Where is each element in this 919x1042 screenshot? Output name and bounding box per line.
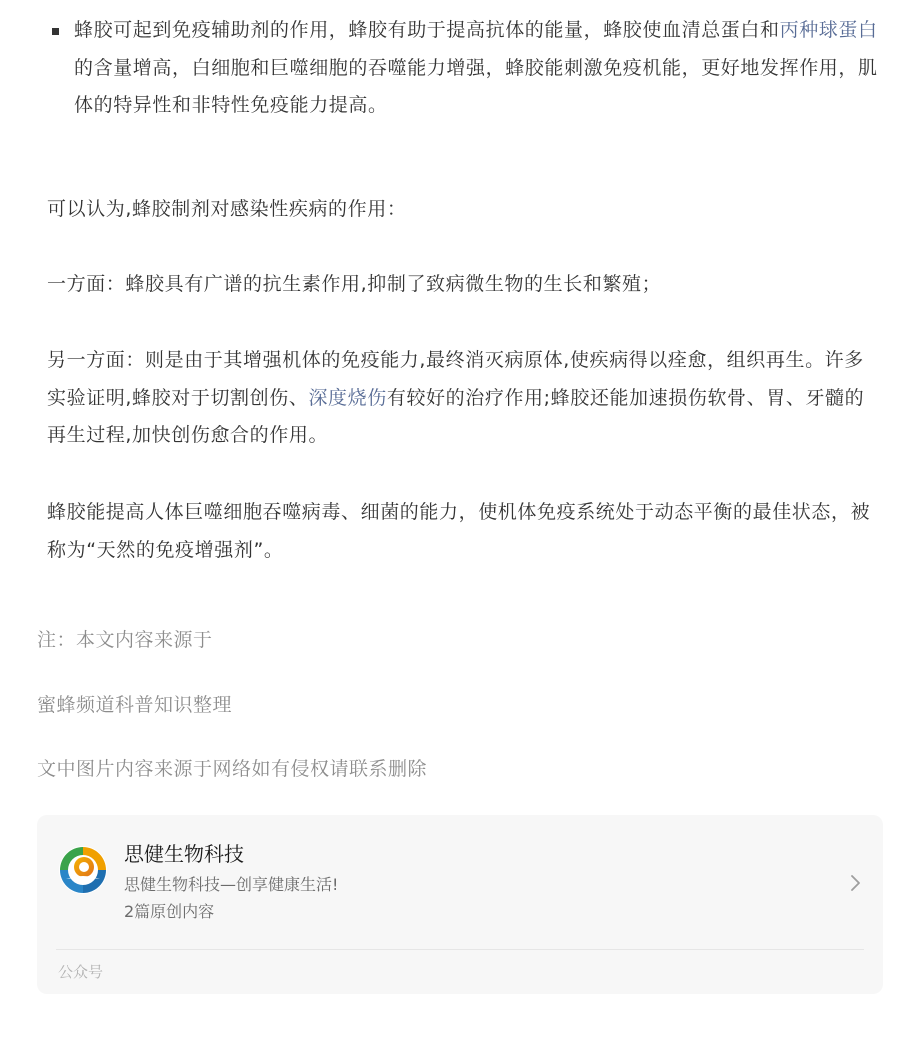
- account-name: 思健生物科技: [124, 842, 244, 866]
- paragraph: 可以认为,蜂胶制剂对感染性疾病的作用：: [47, 198, 407, 220]
- paragraph: 一方面：蜂胶具有广谱的抗生素作用,抑制了致病微生物的生长和繁殖；: [47, 273, 662, 295]
- bullet-text-part: 的含量增高，白细胞和巨噬细胞的吞噬能力增强，蜂胶能刺激免疫机能，更好地发挥作用，肌体的特异性和非特性免疫能力提高。: [74, 56, 878, 116]
- keyword-link[interactable]: 丙种球蛋白: [779, 19, 878, 41]
- account-card: [37, 815, 883, 994]
- account-profile-link[interactable]: [37, 815, 883, 950]
- bullet-text: [74, 12, 878, 125]
- source-note: 文中图片内容来源于网络如有侵权请联系删除: [37, 758, 428, 780]
- chevron-right-icon: [849, 873, 863, 893]
- paragraph-part: 有较好的治疗作用;蜂胶还能加速损伤软骨、胃、牙髓的再生过程,加快创伤愈合的作用。: [47, 386, 865, 446]
- paragraph: [47, 342, 877, 455]
- bullet-marker: [52, 28, 59, 35]
- keyword-link[interactable]: 深度烧伤: [308, 386, 387, 409]
- paragraph-part: 另一方面：则是由于其增强机体的免疫能力,最终消灭病原体,使疾病得以痊愈，组织再生。许多实验证明,蜂胶对于切割创伤、: [47, 349, 864, 409]
- list-item: [48, 12, 878, 125]
- source-note: 蜜蜂频道科普知识整理: [37, 694, 233, 716]
- article-count: 2篇原创内容: [124, 902, 215, 921]
- account-logo-icon: [58, 845, 108, 895]
- divider: [56, 949, 864, 950]
- account-description: 思健生物科技—创享健康生活!: [124, 875, 339, 894]
- paragraph: 蜂胶能提高人体巨噬细胞吞噬病毒、细菌的能力，使机体免疫系统处于动态平衡的最佳状态，被称为“天然的免疫增强剂”。: [47, 501, 871, 561]
- bullet-text-part: 蜂胶可起到免疫辅助剂的作用，蜂胶有助于提高抗体的能量，蜂胶使血清总蛋白和: [74, 19, 780, 41]
- account-type-label: 公众号: [58, 963, 104, 981]
- source-note: 注：本文内容来源于: [37, 629, 213, 651]
